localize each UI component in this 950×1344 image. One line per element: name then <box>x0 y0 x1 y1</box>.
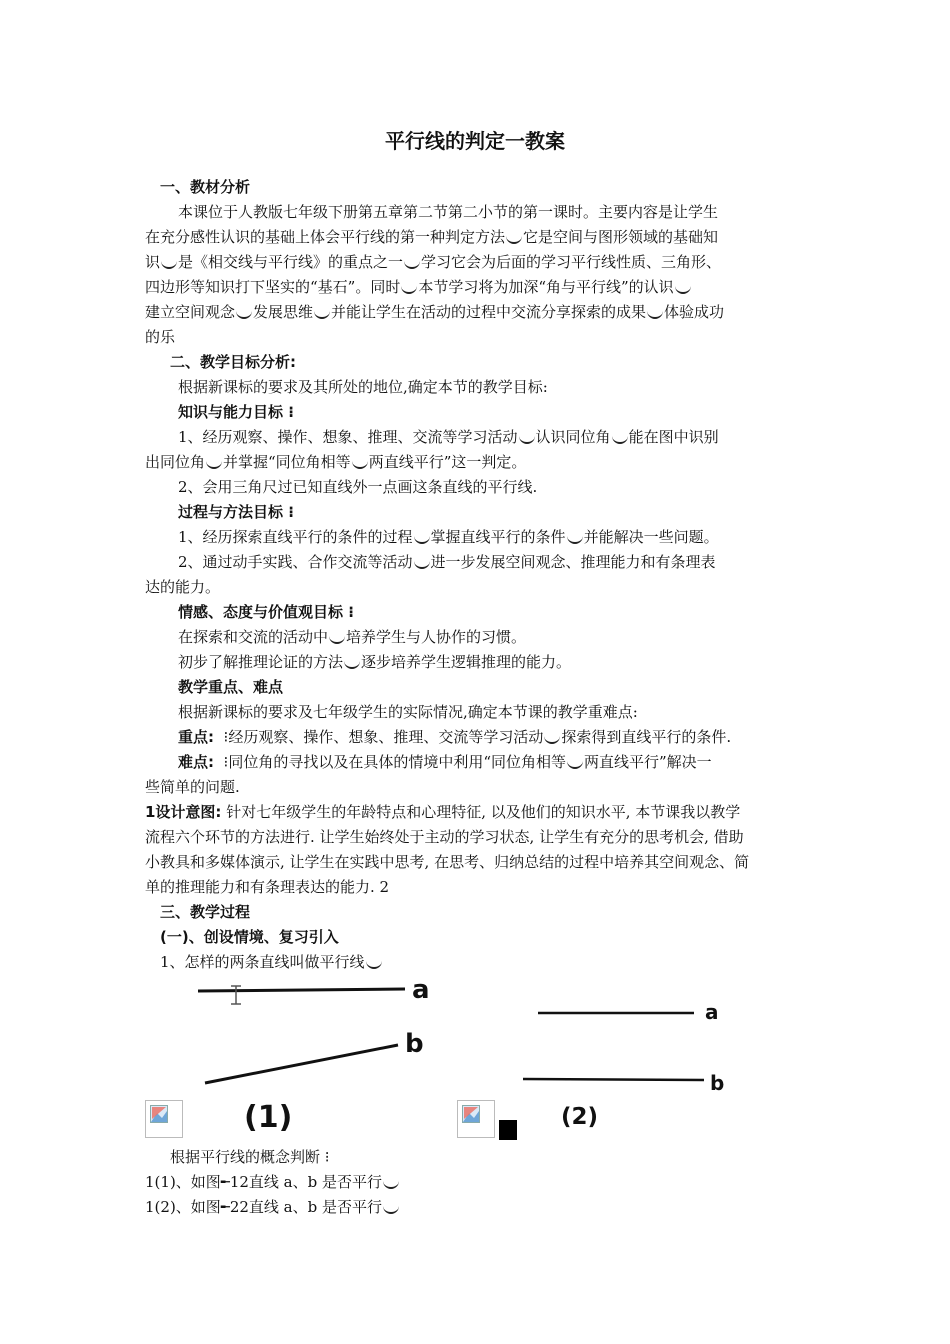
paragraph-line: 在充分感性认识的基础上体会平行线的第一种判定方法 它是空间与图形领域的基础知 <box>145 228 719 246</box>
question-line: 1(2)、如图╾22直线 a、b 是否平行 <box>145 1195 400 1219</box>
goal-heading-process: 过程与方法目标 ⁝ <box>178 503 294 521</box>
fig1-label-a: a <box>412 975 430 1005</box>
fig2-label-b: b <box>710 1071 725 1095</box>
paragraph-line: 建立空间观念 发展思维 并能让学生在活动的过程中交流分享探索的成果 体验成功 <box>145 303 725 321</box>
paragraph-line: 根据新课标的要求及其所处的地位,确定本节的教学目标: <box>178 378 548 396</box>
paragraph-line: 流程六个环节的方法进行. 让学生始终处于主动的学习状态, 让学生有充分的思考机会, 借助 <box>145 828 744 846</box>
paragraph-line: 2、通过动手实践、合作交流等活动 进一步发展空间观念、推理能力和有条理表 <box>178 553 716 571</box>
difficulty-line: 难点: ⁝同位角的寻找以及在具体的情境中利用“同位角相等 两直线平行”解决一 <box>178 753 712 771</box>
fig1-line-b <box>205 1045 398 1083</box>
design-intent-line: 1设计意图: 针对七年级学生的年龄特点和心理特征, 以及他们的知识水平, 本节课我以教学 <box>145 803 741 821</box>
paragraph-line: 1、经历探索直线平行的条件的过程 掌握直线平行的条件 并能解决一些问题。 <box>178 528 719 546</box>
subsection-heading: (一)、创设情境、复习引入 <box>160 928 339 946</box>
section-3-heading: 三、教学过程 <box>160 903 251 921</box>
fig2-line-b <box>523 1079 704 1080</box>
paragraph-line: 在探索和交流的活动中 培养学生与人协作的习惯。 <box>178 628 527 646</box>
goal-heading-attitude: 情感、态度与价值观目标 ⁝ <box>178 603 354 621</box>
fig2-label-a: a <box>705 1000 719 1024</box>
key-points-heading: 教学重点、难点 <box>178 678 284 696</box>
page-title: 平行线的判定一教案 <box>385 129 565 153</box>
fig2-caption: (2) <box>561 1104 599 1130</box>
paragraph-line: 初步了解推理论证的方法 逐步培养学生逻辑推理的能力。 <box>178 653 572 671</box>
paragraph-line: 些简单的问题. <box>145 778 240 796</box>
fig1-label-b: b <box>405 1029 424 1059</box>
paragraph-line: 根据新课标的要求及七年级学生的实际情况,确定本节课的教学重难点: <box>178 703 638 721</box>
fig1-line-a <box>198 989 405 991</box>
section-2-heading: 二、教学目标分析: <box>170 353 296 371</box>
key-point-line: 重点: ⁝经历观察、操作、想象、推理、交流等学习活动 探索得到直线平行的条件. <box>178 728 732 746</box>
broken-image-icon <box>457 1100 495 1138</box>
question-line: 1、怎样的两条直线叫做平行线 <box>160 950 383 974</box>
paragraph-line: 的乐 <box>145 328 176 346</box>
fig1-caption: (1) <box>244 1100 293 1135</box>
broken-image-icon <box>145 1100 183 1138</box>
black-square-mark <box>499 1120 517 1140</box>
text-cursor-icon <box>231 986 241 1004</box>
paragraph-line: 出同位角 并掌握“同位角相等 两直线平行”这一判定。 <box>145 453 527 471</box>
goal-heading-knowledge: 知识与能力目标 ⁝ <box>178 403 294 421</box>
paragraph-line: 识 是《相交线与平行线》的重点之一 学习它会为后面的学习平行线性质、三角形、 <box>145 253 722 271</box>
paragraph-line: 1、经历观察、操作、想象、推理、交流等学习活动 认识同位角 能在图中识别 <box>178 428 719 446</box>
paragraph-line: 四边形等知识打下坚实的“基石”。同时 本节学习将为加深“角与平行线”的认识 <box>145 275 692 299</box>
question-line: 1(1)、如图╾12直线 a、b 是否平行 <box>145 1170 400 1194</box>
section-1-heading: 一、教材分析 <box>160 178 251 196</box>
paragraph-line: 单的推理能力和有条理表达的能力. 2 <box>145 878 390 896</box>
paragraph-line: 2、会用三角尺过已知直线外一点画这条直线的平行线. <box>178 478 538 496</box>
paragraph-line: 小教具和多媒体演示, 让学生在实践中思考, 在思考、归纳总结的过程中培养其空间观念、简 <box>145 853 750 871</box>
paragraph-line: 达的能力。 <box>145 578 221 596</box>
judge-line: 根据平行线的概念判断 ⁝ <box>170 1148 330 1166</box>
paragraph-line: 本课位于人教版七年级下册第五章第二节第二小节的第一课时。主要内容是让学生 <box>178 203 719 221</box>
